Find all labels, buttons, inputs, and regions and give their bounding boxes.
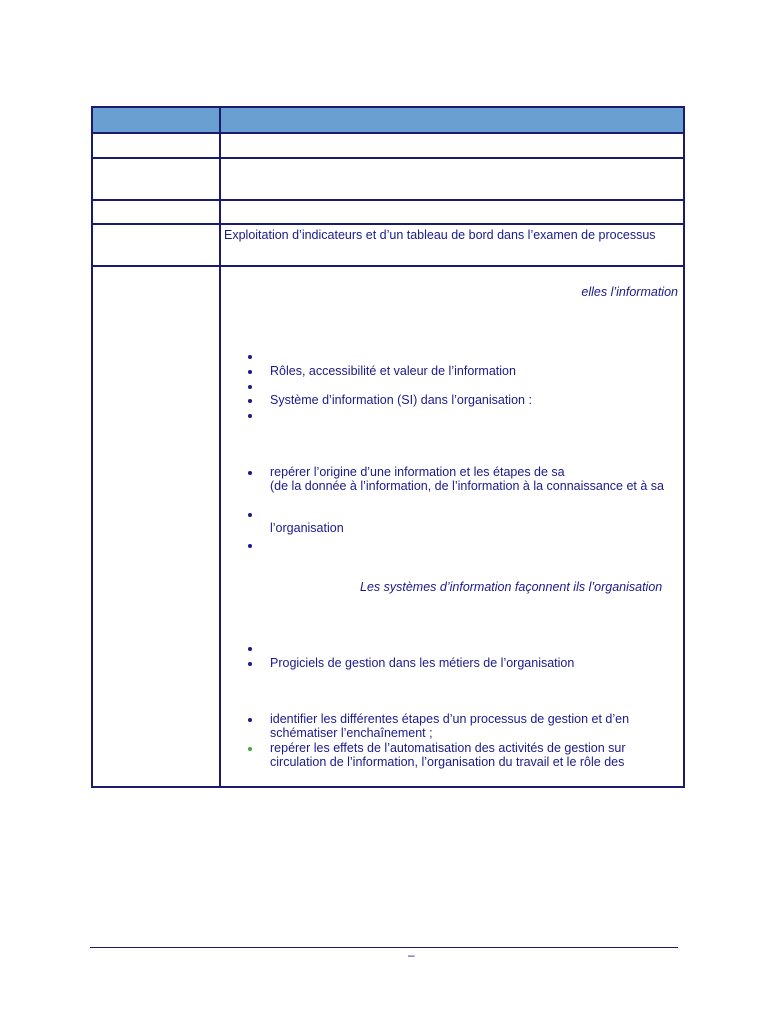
list-item: Progiciels de gestion dans les métiers de l’organisation [270, 656, 575, 670]
table-header-row [93, 108, 683, 132]
list-item: identifier les différentes étapes d’un processus de gestion et d’en [270, 712, 630, 726]
row-divider [93, 199, 683, 201]
row-divider [93, 157, 683, 159]
column-divider [219, 108, 221, 786]
row-divider [93, 265, 683, 267]
question-1: elles l’information [581, 285, 678, 299]
list-item: repérer l’origine d’une information et les étapes de sa [270, 465, 565, 479]
list-item-continuation: (de la donnée à l’information, de l’information à la connaissance et à sa [270, 479, 664, 493]
program-table [91, 106, 685, 788]
bullet-icon [248, 544, 252, 548]
list-item: repérer les effets de l’automatisation des activités de gestion sur [270, 741, 626, 755]
list-item: Système d’information (SI) dans l’organisation : [270, 393, 532, 407]
list-item-continuation: l’organisation [270, 521, 344, 535]
list-item-continuation: schématiser l’enchaînement ; [270, 726, 433, 740]
bullet-icon [248, 718, 252, 722]
bullet-icon [248, 370, 252, 374]
row-divider [93, 132, 683, 134]
footer-rule [90, 947, 678, 948]
bullet-icon [248, 647, 252, 651]
row-4-content: Exploitation d’indicateurs et d’un tableau de bord dans l’examen de processus [224, 228, 656, 242]
question-2: Les systèmes d’information façonnent ils l’organisation [360, 580, 663, 594]
bullet-icon [248, 747, 252, 751]
bullet-icon [248, 355, 252, 359]
bullet-icon [248, 399, 252, 403]
list-item-continuation: circulation de l’information, l’organisation du travail et le rôle des [270, 755, 625, 769]
bullet-icon [248, 385, 252, 389]
page-number: – [408, 948, 415, 962]
list-item: Rôles, accessibilité et valeur de l’information [270, 364, 516, 378]
bullet-icon [248, 471, 252, 475]
bullet-icon [248, 414, 252, 418]
bullet-icon [248, 513, 252, 517]
bullet-icon [248, 662, 252, 666]
row-divider [93, 223, 683, 225]
